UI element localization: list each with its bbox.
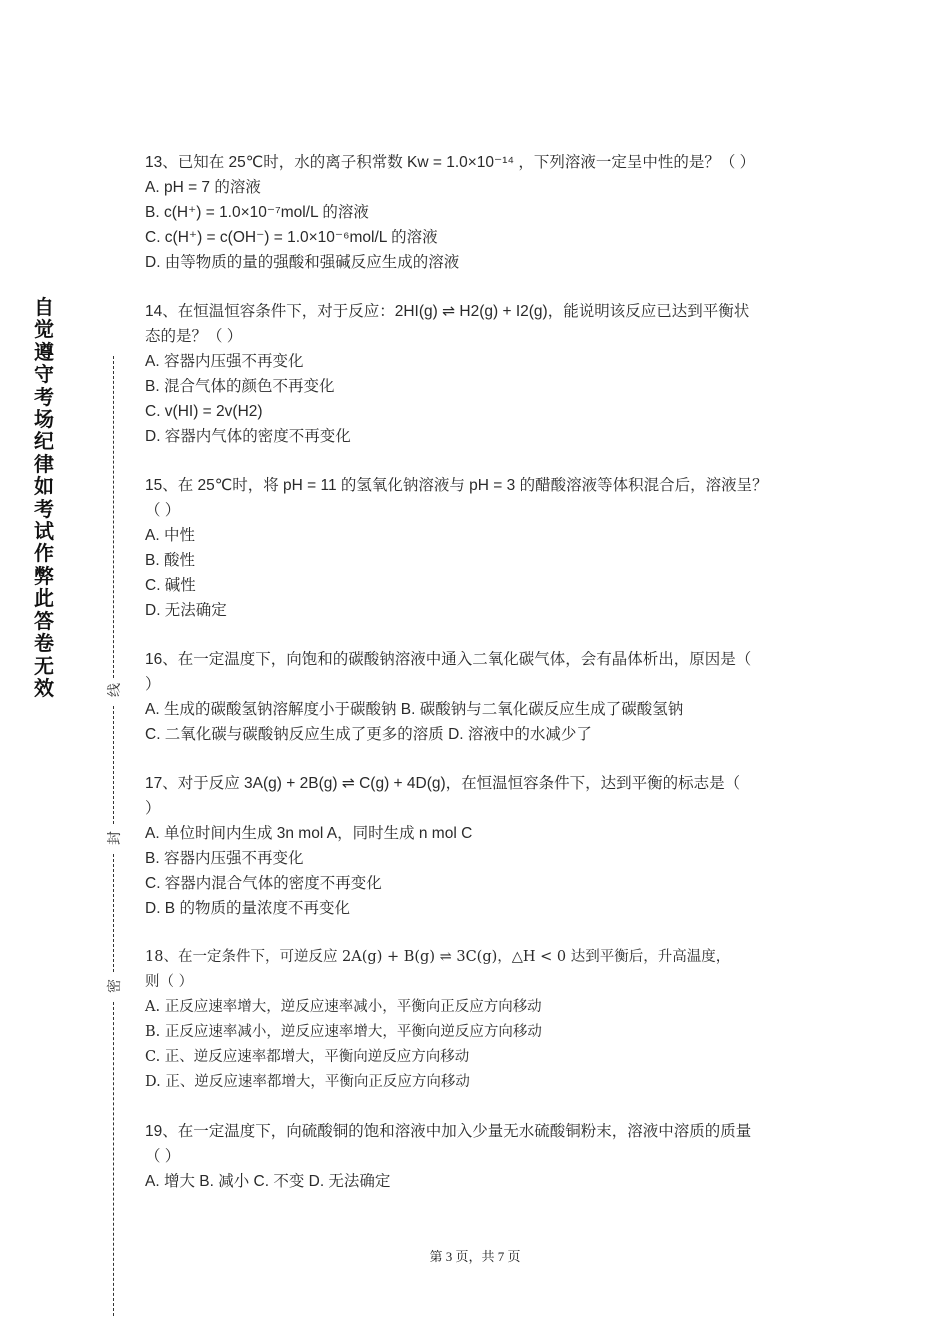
question-18 xyxy=(145,945,825,1095)
question-list xyxy=(145,150,825,1218)
option: B. 容器内压强不再变化 xyxy=(145,850,304,867)
option: A. 容器内压强不再变化 xyxy=(145,353,304,370)
option: D. 无法确定 xyxy=(145,602,227,619)
option: B. 混合气体的颜色不再变化 xyxy=(145,378,335,395)
question-stem: 则（ ） xyxy=(145,974,194,990)
question-stem: （ ） xyxy=(145,502,181,519)
binding-line-segment xyxy=(113,356,114,678)
question-17 xyxy=(145,771,825,921)
seal-label-seal: 封 xyxy=(104,828,124,848)
exam-discipline-notice: 自觉遵守考场纪律如考试作弊此答卷无效 xyxy=(34,295,54,700)
option: C. 容器内混合气体的密度不再变化 xyxy=(145,875,382,892)
option: B. 酸性 xyxy=(145,552,195,569)
page-number: 第 3 页，共 7 页 xyxy=(429,1249,521,1264)
option: C. c(H⁺) = c(OH⁻) = 1.0×10⁻⁶mol/L 的溶液 xyxy=(145,229,438,246)
option: A. 单位时间内生成 3n mol A，同时生成 n mol C xyxy=(145,825,473,842)
question-stem: 17、对于反应 3A(g) + 2B(g) ⇌ C(g) + 4D(g)，在恒温恒容条件下，达到平衡的标志是（ xyxy=(145,775,741,792)
option: C. 二氧化碳与碳酸钠反应生成了更多的溶质 D. 溶液中的水减少了 xyxy=(145,726,592,743)
option: C. v(HI) = 2v(H2) xyxy=(145,403,263,420)
option: A. pH = 7 的溶液 xyxy=(145,179,261,196)
question-stem: ） xyxy=(145,800,161,817)
question-stem: 15、在 25℃时，将 pH = 11 的氢氧化钠溶液与 pH = 3 的醋酸溶液等体积混合后，溶液呈？ xyxy=(145,477,768,494)
option: D. 容器内气体的密度不再变化 xyxy=(145,428,351,445)
binding-line-segment xyxy=(113,1002,114,1316)
question-13 xyxy=(145,150,825,275)
question-stem: 13、已知在 25℃时，水的离子积常数 Kw = 1.0×10⁻¹⁴ ，下列溶液一定呈中性的是？（ ） xyxy=(145,154,756,171)
option: D. 正、逆反应速率都增大，平衡向正反应方向移动 xyxy=(145,1074,470,1090)
option: B. c(H⁺) = 1.0×10⁻⁷mol/L 的溶液 xyxy=(145,204,369,221)
question-stem: 19、在一定温度下，向硫酸铜的饱和溶液中加入少量无水硫酸铜粉末，溶液中溶质的质量 xyxy=(145,1123,752,1140)
question-15 xyxy=(145,473,825,623)
question-stem: 18、在一定条件下，可逆反应 2A(g) + B(g) ⇌ 3C(g)，△H < 0 达到平衡后，升高温度， xyxy=(145,949,731,965)
option: D. B 的物质的量浓度不再变化 xyxy=(145,900,350,917)
question-stem: ） xyxy=(145,676,161,693)
option: A. 生成的碳酸氢钠溶解度小于碳酸钠 B. 碳酸钠与二氧化碳反应生成了碳酸氢钠 xyxy=(145,701,684,718)
question-14 xyxy=(145,299,825,449)
question-stem: 14、在恒温恒容条件下，对于反应：2HI(g) ⇌ H2(g) + I2(g)，能说明该反应已达到平衡状 xyxy=(145,303,750,320)
option: A. 正反应速率增大，逆反应速率减小，平衡向正反应方向移动 xyxy=(145,999,542,1015)
option: A. 增大 B. 减小 C. 不变 D. 无法确定 xyxy=(145,1173,391,1190)
option: D. 由等物质的量的强酸和强碱反应生成的溶液 xyxy=(145,254,460,271)
option: B. 正反应速率减小，逆反应速率增大，平衡向逆反应方向移动 xyxy=(145,1024,542,1040)
binding-line-segment xyxy=(113,706,114,824)
question-19 xyxy=(145,1119,825,1194)
option: C. 碱性 xyxy=(145,577,196,594)
question-stem: 16、在一定温度下，向饱和的碳酸钠溶液中通入二氧化碳气体，会有晶体析出，原因是（ xyxy=(145,651,752,668)
question-stem: （ ） xyxy=(145,1148,181,1165)
question-stem: 态的是？（ ） xyxy=(145,328,243,345)
question-16 xyxy=(145,647,825,747)
option: C. 正、逆反应速率都增大，平衡向逆反应方向移动 xyxy=(145,1049,470,1065)
binding-line-segment xyxy=(113,854,114,972)
seal-label-line: 线 xyxy=(104,680,124,700)
option: A. 中性 xyxy=(145,527,195,544)
seal-label-secret: 密 xyxy=(104,976,124,996)
